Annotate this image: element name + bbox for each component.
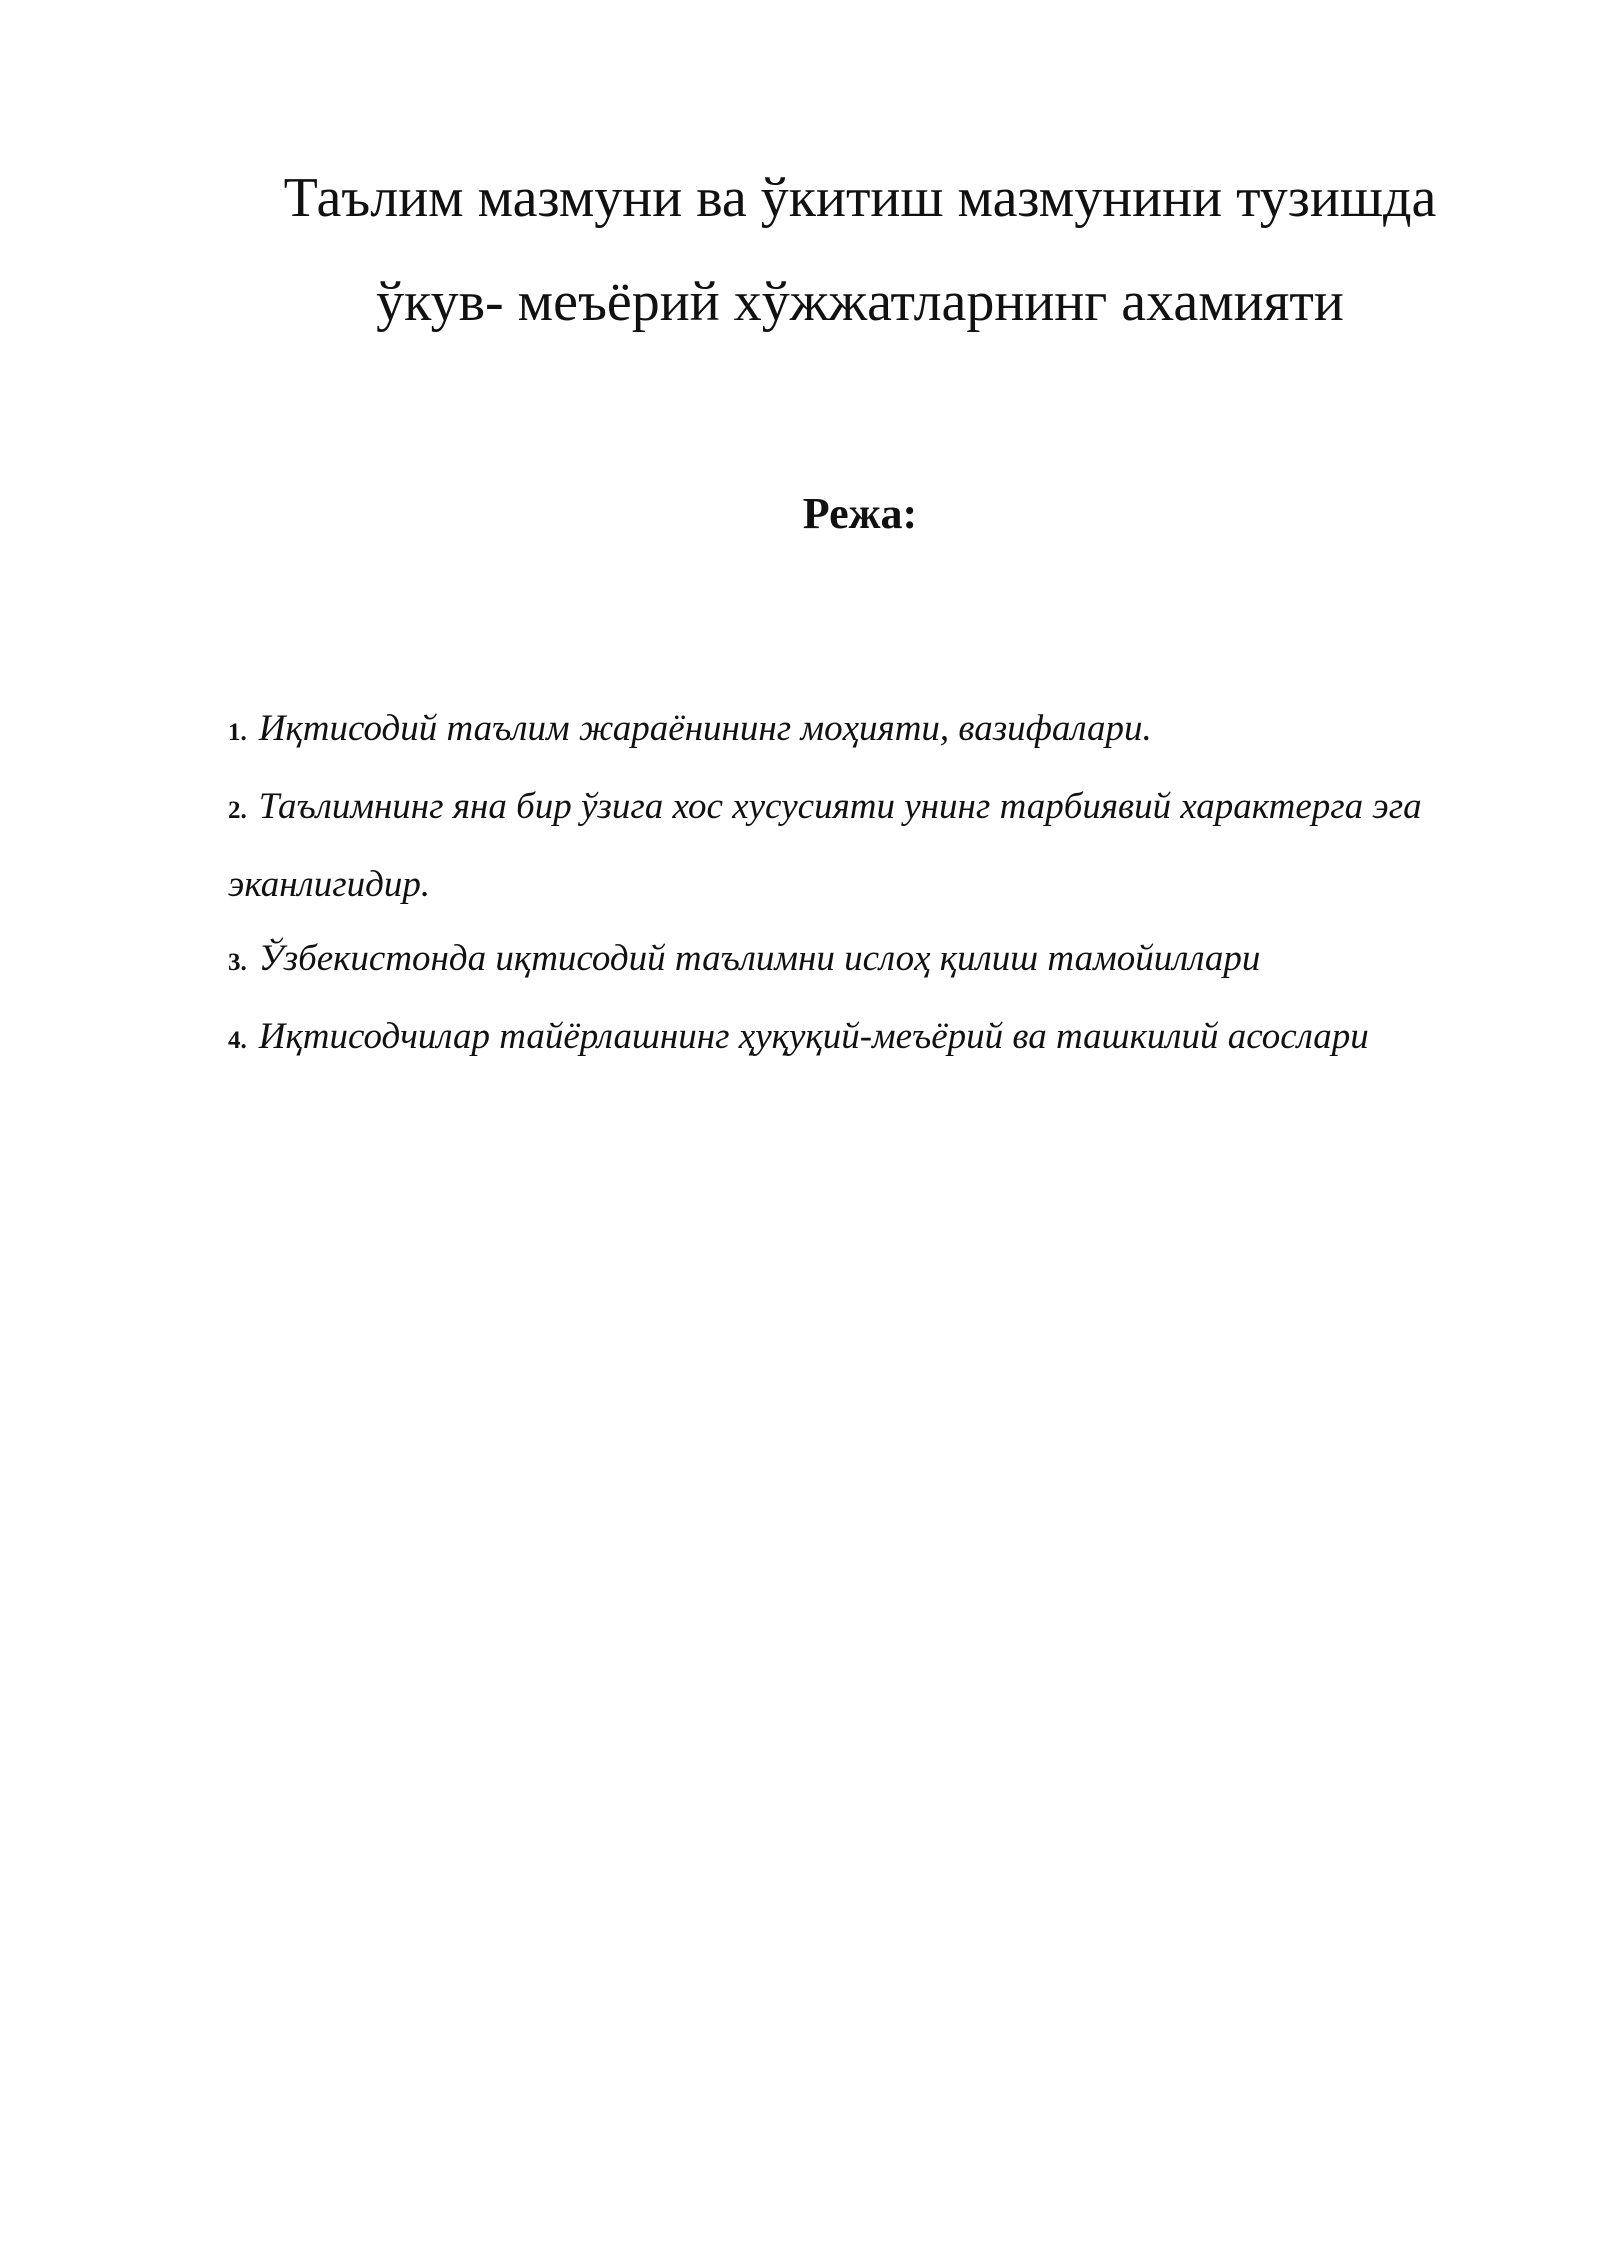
plan-item-text: Иқтисодчилар тайёрлашнинг ҳуқуқий-меъёрий ва ташкилий асослари xyxy=(258,1016,1369,1057)
plan-item-text: Таълимнинг яна бир ўзига хос хусусияти унинг тарбиявий характерга эга эканлигидир. xyxy=(228,786,1422,905)
plan-item-4 xyxy=(228,1000,1488,1078)
plan-item-number: 2. xyxy=(228,797,247,824)
plan-item-text: Иқтисодий таълим жараёнининг моҳияти, вазифалари. xyxy=(258,708,1152,749)
title-line-1: Таълим мазмуни ва ўкитиш мазмунини тузишда xyxy=(283,167,1437,229)
title-line-2: ўкув- меъёрий хўжжатларнинг ахамияти xyxy=(376,271,1344,333)
plan-item-number: 4. xyxy=(228,1027,247,1054)
plan-item-2 xyxy=(228,770,1488,922)
plan-item-1 xyxy=(228,692,1488,770)
plan-item-number: 1. xyxy=(228,719,247,746)
plan-item-text: Ўзбекистонда иқтисодий таълимни ислоҳ қилиш тамойиллари xyxy=(258,938,1261,979)
plan-list xyxy=(228,692,1488,1078)
document-title xyxy=(200,146,1520,354)
plan-item-number: 3. xyxy=(228,949,247,976)
plan-item-3 xyxy=(228,922,1488,1000)
plan-heading: Режа: xyxy=(802,489,918,538)
